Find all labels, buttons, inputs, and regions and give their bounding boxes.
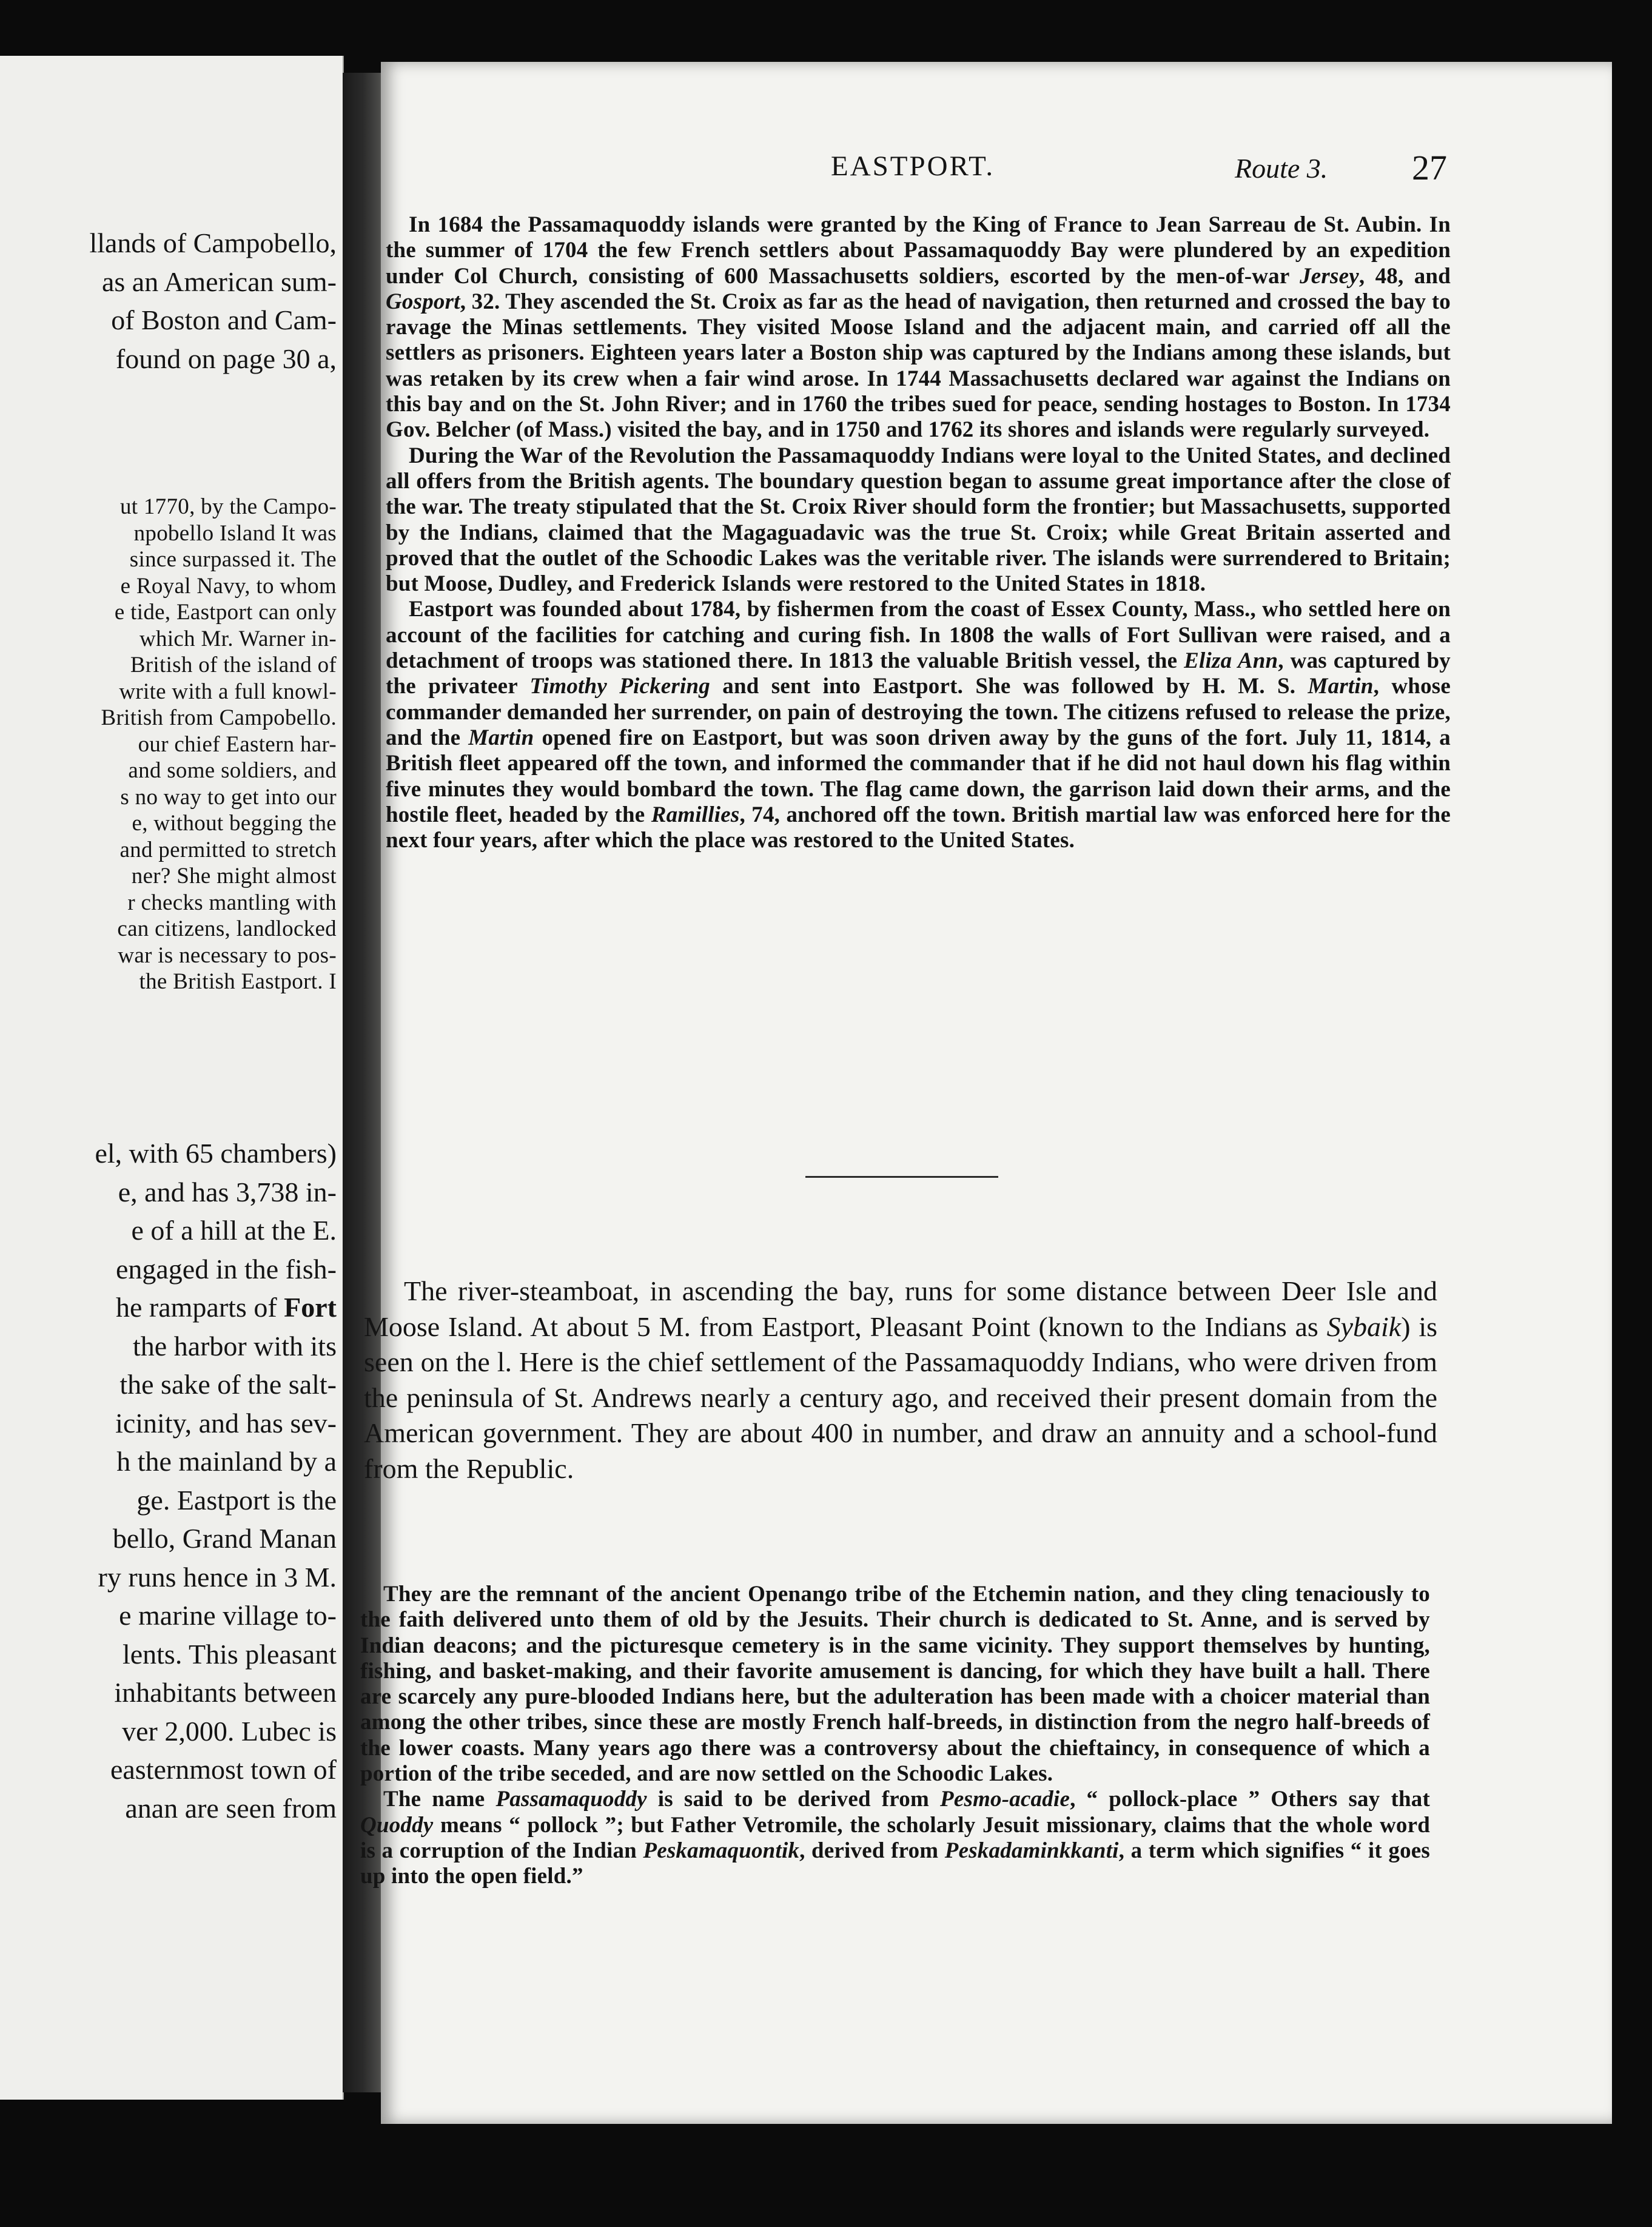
left-line: e, and has 3,738 in- — [118, 1176, 337, 1208]
left-line: easternmost town of — [110, 1754, 337, 1785]
left-line: r checks mantling with — [127, 890, 337, 915]
left-line: ge. Eastport is the — [136, 1484, 337, 1516]
indians-paragraph-2 — [360, 1787, 1430, 1889]
text-run: In 1684 the Passamaquoddy islands were granted by the King of France to Jean Sarreau de St. Aubin. In the summer of 1704 the few French settlers about Passamaquoddy Bay were plundered by an expedition under Col Church, consisting of 600 Massachusetts soldiers, escorted by the men-of-war — [386, 212, 1451, 289]
steamboat-section — [364, 1274, 1437, 1486]
text-run: and sent into Eastport. She was followed by H. M. S. — [710, 674, 1308, 699]
left-line-text: he ramparts of Fort — [115, 1292, 337, 1323]
text-run: The river-steamboat, in ascending the bay, runs for some distance between Deer Isle and Moose Island. At about 5 M. from Eastport, Pleasant Point (known to the Indians as — [364, 1275, 1437, 1342]
left-line: e tide, Eastport can only — [114, 600, 337, 625]
steamboat-paragraph — [364, 1274, 1437, 1486]
text-run: , 48, and — [1358, 263, 1451, 289]
text-run: , a term which signifies “ it goes up into the open field.” — [360, 1838, 1430, 1889]
left-line: h the mainland by a — [116, 1446, 337, 1477]
history-paragraph-2: During the War of the Revolution the Passamaquoddy Indians were loyal to the United States, and declined all offers from the British agents. The boundary question began to assume great importance after the close of the war. The treaty stipulated that the St. Croix River should form the frontier; but Massachusetts, supported by the Indians, claimed that the Magaguadavic was the true St. Croix; while Great Britain asserted and proved that the outlet of the Schoodic Lakes was the veritable river. The islands were surrendered to Britain; but Moose, Dudley, and Frederick Islands were restored to the United States in 1818. — [386, 443, 1451, 597]
text-run: The name — [383, 1787, 496, 1812]
left-line: of Boston and Cam- — [111, 304, 337, 335]
text-run: is said to be derived from — [646, 1787, 941, 1812]
left-line: e of a hill at the E. — [131, 1215, 337, 1246]
left-line: anan are seen from — [125, 1792, 337, 1824]
history-paragraph-3 — [386, 597, 1451, 853]
left-line: British from Campobello. — [101, 705, 337, 730]
indians-paragraph-1: They are the remnant of the ancient Openango tribe of the Etchemin nation, and they cling tenaciously to the faith delivered unto them of old by the Jesuits. Their church is dedicated to St. Anne, and is served by Indian deacons; and the picturesque cemetery is in the same vicinity. They support themselves by hunting, fishing, and basket-making, and their favorite amusement is dancing, for which they have built a hall. There are scarcely any pure-blooded Indians here, but the adulteration has been made with a choicer material than among the other tribes, since these are mostly French half-breeds, in distinction from the negro half-breeds of the lower coasts. Many years ago there was a controversy about the chieftaincy, in consequence of which a portion of the tribe seceded, and are now settled on the Schoodic Lakes. — [360, 1582, 1430, 1787]
left-line: ut 1770, by the Campo- — [119, 494, 337, 519]
text-run: , whose commander demanded her surrender, on pain of destroying the town. The citizens refused to release the prize, and the — [386, 674, 1451, 750]
running-header — [381, 150, 1612, 204]
left-line: el, with 65 chambers) — [95, 1138, 337, 1169]
page-number: 27 — [1412, 148, 1447, 187]
left-line: ner? She might almost — [131, 864, 337, 888]
text-run: , 32. They ascended the St. Croix as far as the head of navigation, then returned and crossed the bay to ravage the Minas settlements. They visited Moose Island and the adjacent main, and carried off all the settlers as prisoners. Eighteen years later a Boston ship was captured by the Indians among these islands, but was retaken by its crew when a fair wind arose. In 1744 Massachusetts declared war against the Indians on this bay and on the St. John River; and in 1760 the tribes sued for peace, sending hostages to Boston. In 1734 Gov. Belcher (of Mass.) visited the bay, and in 1750 and 1762 its shores and islands were regularly surveyed. — [386, 289, 1451, 443]
left-line: write with a full knowl- — [119, 679, 337, 704]
text-run: means “ pollock ”; but Father Vetromile, the scholarly Jesuit missionary, claims that the whole word is a corruption of the Indian — [360, 1812, 1430, 1863]
ship-name: Timothy Pickering — [529, 674, 710, 699]
ship-name: Ramillies — [651, 802, 740, 827]
term: Pesmo-acadie — [940, 1787, 1070, 1812]
left-text-block-2 — [0, 494, 337, 995]
right-page — [360, 62, 1612, 2124]
term: Peskadaminkkanti — [944, 1838, 1119, 1863]
left-line: since surpassed it. The — [129, 547, 337, 572]
left-line: the harbor with its — [133, 1330, 337, 1362]
text-run: , derived from — [799, 1838, 945, 1863]
left-line: bello, Grand Manan — [112, 1523, 337, 1554]
left-line: as an American sum- — [101, 266, 337, 297]
text-run: Eastport was founded about 1784, by fishermen from the coast of Essex County, Mass., who settled here on account of the facilities for catching and curing fish. In 1808 the walls of Fort Sullivan were raised, and a detachment of troops was stationed there. In 1813 the valuable British vessel, the — [386, 597, 1451, 674]
left-line: war is necessary to pos- — [118, 942, 337, 968]
left-line: ver 2,000. Lubec is — [122, 1715, 337, 1747]
left-line: which Mr. Warner in- — [139, 626, 337, 651]
left-text-block-1 — [0, 224, 337, 378]
term: Peskamaquontik — [643, 1838, 800, 1863]
left-line: e Royal Navy, to whom — [120, 573, 337, 599]
left-line: icinity, and has sev- — [115, 1407, 337, 1439]
left-line: British of the island of — [130, 653, 337, 677]
term: Quoddy — [360, 1812, 434, 1838]
left-line: ry runs hence in 3 M. — [98, 1561, 337, 1593]
left-line: engaged in the fish- — [115, 1253, 337, 1285]
text-run: , “ pollock-place ” Others say that — [1070, 1787, 1430, 1812]
running-title: EASTPORT. — [831, 150, 995, 182]
left-line: can citizens, landlocked — [117, 916, 337, 941]
left-line — [0, 1288, 337, 1327]
ship-name: Eliza Ann — [1184, 648, 1278, 674]
left-line: found on page 30 a, — [115, 343, 337, 374]
text-run: ) is seen on the l. Here is the chief settlement of the Passamaquoddy Indians, who were driven from the peninsula of St. Andrews nearly a century ago, and received their present domain from the American government. They are about 400 in number, and draw an annuity and a school-fund from the Republic. — [364, 1311, 1438, 1484]
left-line: and permitted to stretch — [119, 837, 337, 862]
left-line: e, without begging the — [132, 811, 337, 836]
left-line: and some soldiers, and — [128, 758, 337, 783]
term: Passamaquoddy — [495, 1787, 647, 1812]
left-line: s no way to get into our — [120, 784, 337, 810]
left-line: the sake of the salt- — [119, 1369, 337, 1400]
text-run: , 74, anchored off the town. British martial law was enforced here for the next four years, after which the place was restored to the United States. — [386, 802, 1451, 853]
left-line: npobello Island It was — [133, 520, 337, 546]
ship-name: Martin — [1308, 674, 1374, 699]
history-paragraph-1 — [386, 212, 1451, 443]
ship-name: Martin — [468, 725, 534, 750]
text-run: , was captured by the privateer — [386, 648, 1451, 699]
left-line: the British Eastport. I — [139, 969, 337, 994]
text-run: opened fire on Eastport, but was soon driven away by the guns of the fort. July 11, 1814, a British fleet appeared off the town, and informed the commander that if he did not haul down his flag within five minutes they would bombard the town. The flag came down, the garrison laid down their arms, and the hostile fleet, headed by the — [386, 725, 1451, 827]
left-line: llands of Campobello, — [89, 227, 337, 258]
section-divider — [805, 1176, 998, 1178]
ship-name: Jersey — [1300, 263, 1359, 289]
left-text-block-3 — [0, 1134, 337, 1827]
history-section — [386, 212, 1451, 853]
place-name: Sybaik — [1326, 1311, 1402, 1342]
left-line: our chief Eastern har- — [138, 731, 337, 757]
left-line: inhabitants between — [114, 1677, 337, 1708]
route-label: Route 3. — [1235, 153, 1328, 184]
left-line: lents. This pleasant — [122, 1638, 337, 1670]
left-page — [0, 56, 344, 2100]
left-line: e marine village to- — [119, 1600, 337, 1631]
indians-section — [360, 1582, 1430, 1890]
ship-name: Gosport — [386, 289, 460, 314]
